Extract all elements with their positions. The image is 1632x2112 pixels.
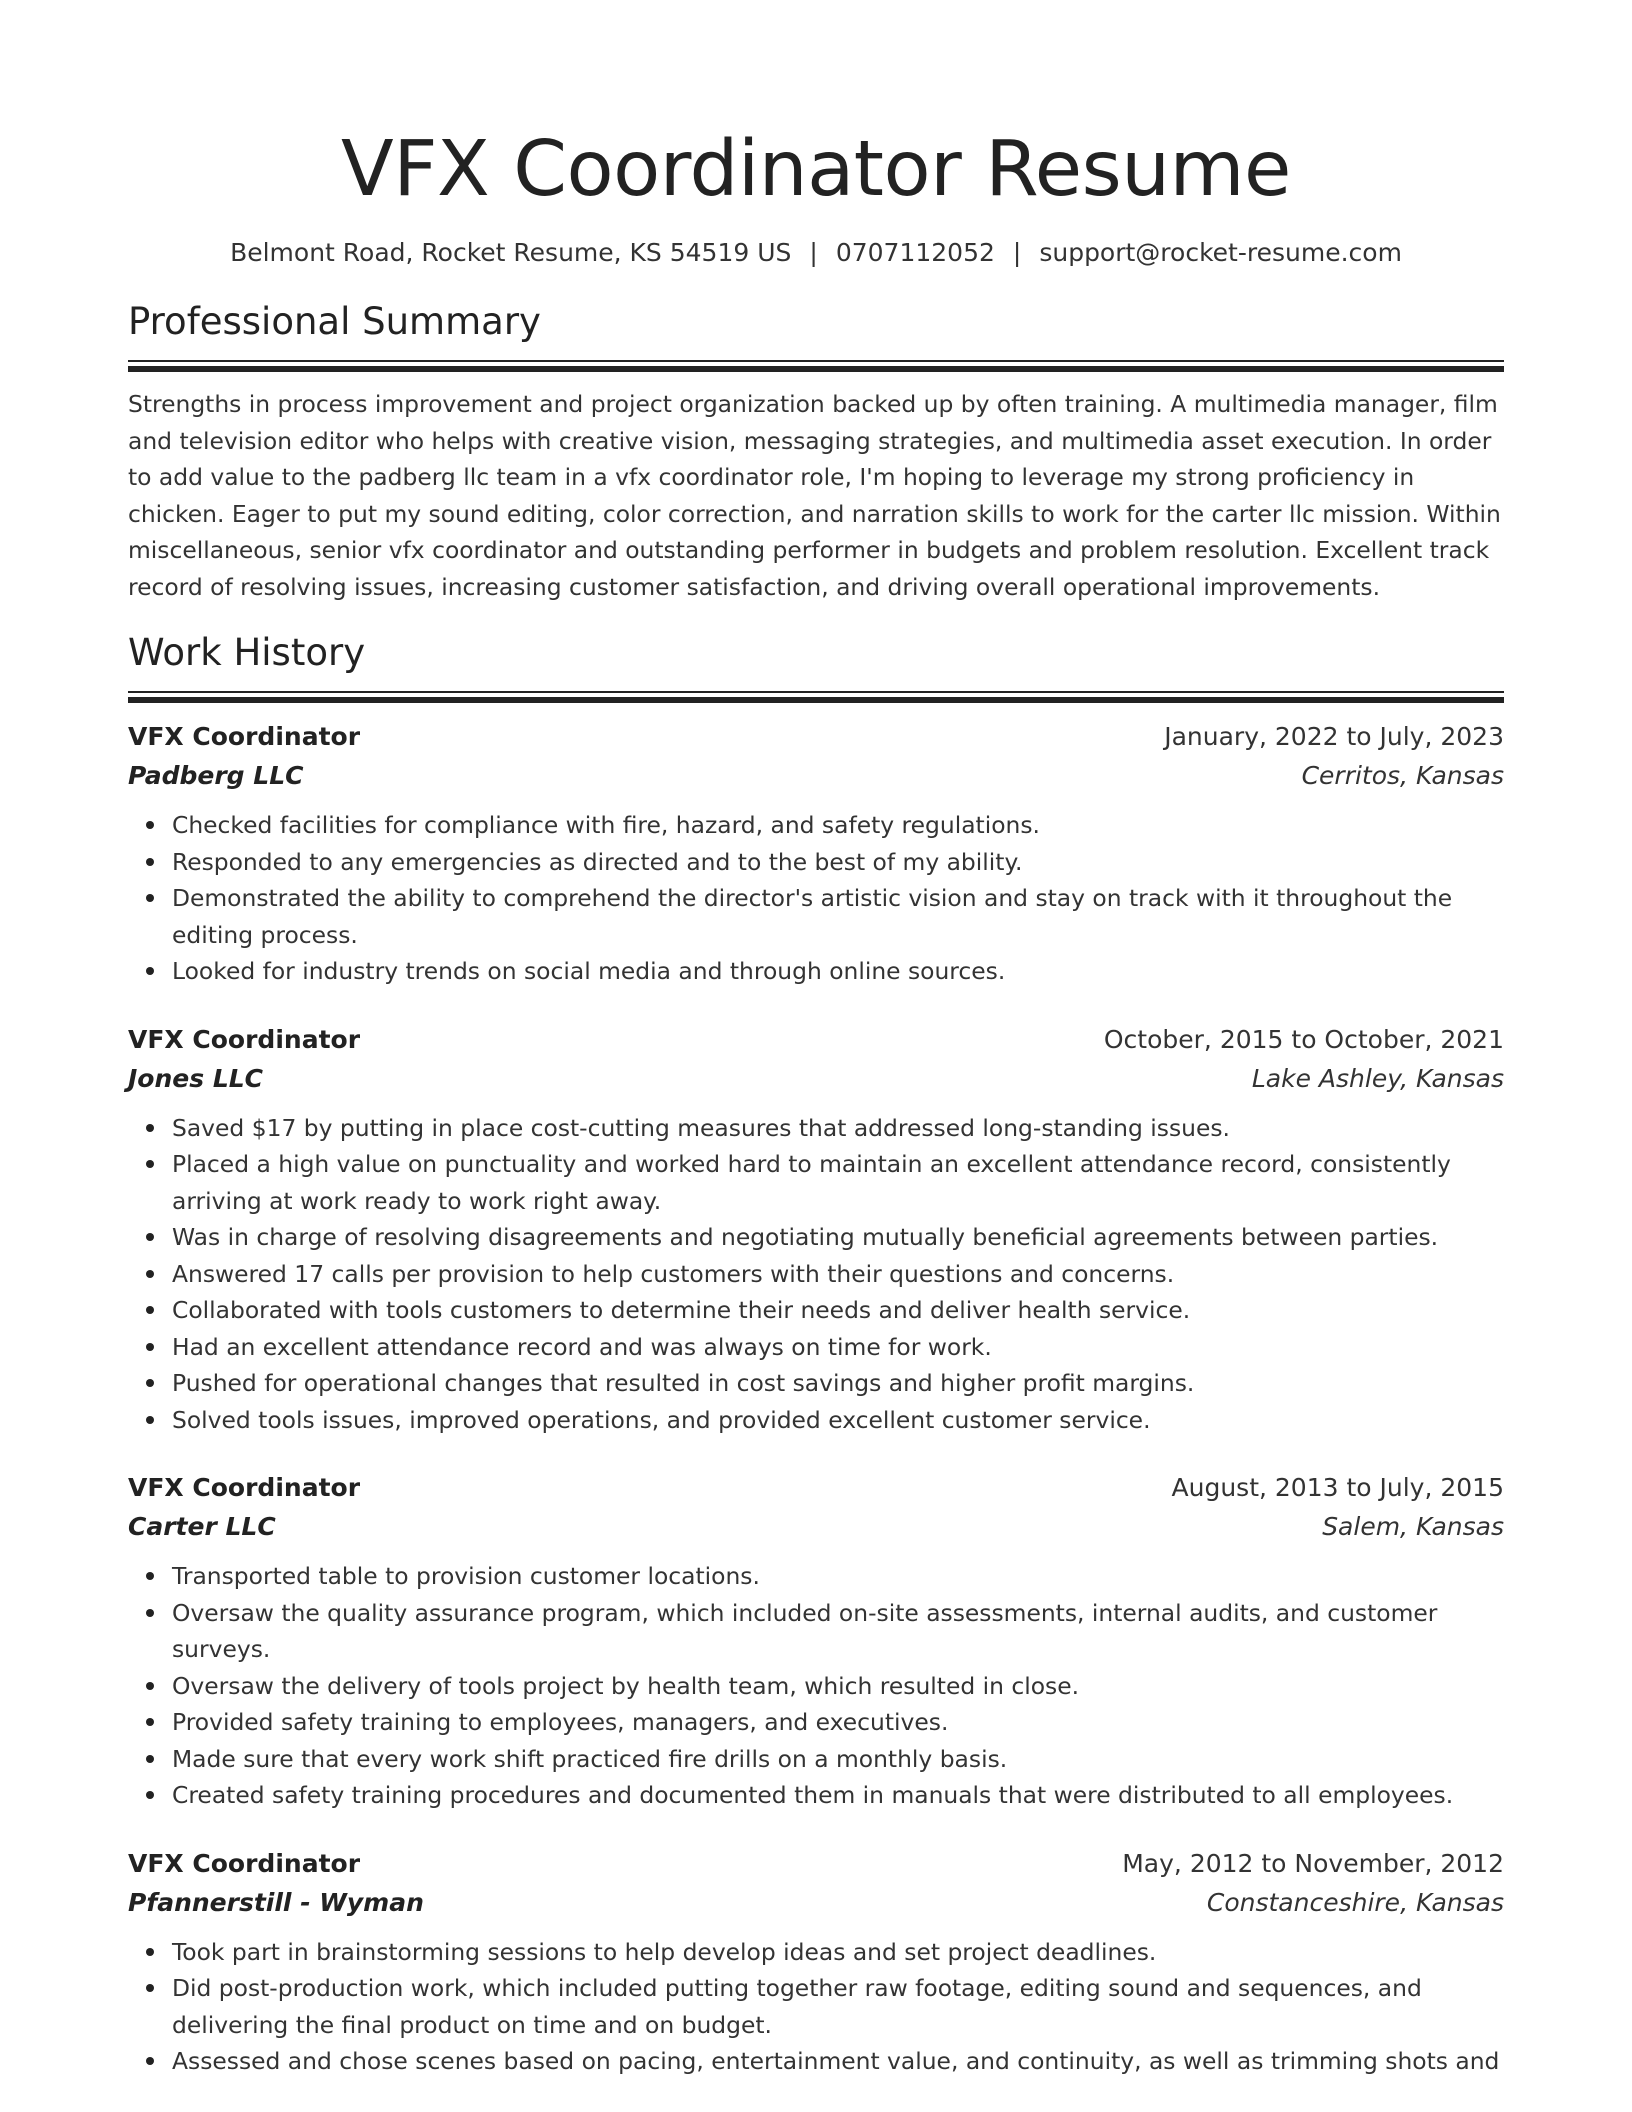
professional-summary-section <box>128 298 1504 605</box>
job-location: Salem, Kansas <box>1322 1512 1504 1541</box>
job-company-row <box>128 757 1504 795</box>
job-bullet: Had an excellent attendance record and was always on time for work. <box>172 1329 1504 1366</box>
job-bullet: Created safety training procedures and documented them in manuals that were distributed to all employees. <box>172 1777 1504 1814</box>
job-entry <box>128 1020 1504 1439</box>
job-entry <box>128 1844 1504 2080</box>
job-bullet-list <box>128 1558 1504 1814</box>
job-company-row <box>128 1508 1504 1546</box>
job-bullet: Took part in brainstorming sessions to help develop ideas and set project deadlines. <box>172 1934 1504 1971</box>
job-bullet: Checked facilities for compliance with fire, hazard, and safety regulations. <box>172 807 1504 844</box>
job-bullet: Transported table to provision customer locations. <box>172 1558 1504 1595</box>
job-dates: May, 2012 to November, 2012 <box>1122 1848 1504 1878</box>
job-bullet: Answered 17 calls per provision to help customers with their questions and concerns. <box>172 1256 1504 1293</box>
job-company-row <box>128 1060 1504 1098</box>
job-bullet: Demonstrated the ability to comprehend the director's artistic vision and stay on track with it throughout the editing process. <box>172 880 1504 953</box>
job-entry <box>128 717 1504 990</box>
job-bullet: Collaborated with tools customers to determine their needs and deliver health service. <box>172 1292 1504 1329</box>
job-company-row <box>128 1884 1504 1922</box>
job-location: Lake Ashley, Kansas <box>1251 1063 1504 1093</box>
contact-separator: | <box>809 238 818 267</box>
section-divider <box>128 691 1504 703</box>
resume-title: VFX Coordinator Resume <box>341 125 1291 214</box>
job-bullet: Pushed for operational changes that resulted in cost savings and higher profit margins. <box>172 1365 1504 1402</box>
contact-address: Belmont Road, Rocket Resume, KS 54519 US <box>230 238 792 267</box>
job-bullet: Was in charge of resolving disagreements and negotiating mutually beneficial agreements between parties. <box>172 1219 1504 1256</box>
job-company: Jones LLC <box>128 1063 264 1093</box>
section-title-work: Work History <box>128 631 366 674</box>
job-title: VFX Coordinator <box>128 722 361 751</box>
section-title-summary: Professional Summary <box>128 300 541 343</box>
resume-page <box>128 0 1504 2080</box>
job-bullet: Oversaw the delivery of tools project by health team, which resulted in close. <box>172 1668 1504 1705</box>
job-company: Pfannerstill - Wyman <box>128 1887 424 1917</box>
job-bullet: Made sure that every work shift practiced fire drills on a monthly basis. <box>172 1741 1504 1778</box>
job-header-row <box>128 717 1504 757</box>
contact-separator: | <box>1012 238 1022 267</box>
job-list <box>128 717 1504 2080</box>
job-bullet: Saved $17 by putting in place cost-cutting measures that addressed long-standing issues. <box>172 1110 1504 1147</box>
job-bullet: Did post-production work, which included putting together raw footage, editing sound and sequences, and delivering the final product on time and on budget. <box>172 1970 1504 2043</box>
job-bullet-list <box>128 1934 1504 2080</box>
job-company: Carter LLC <box>128 1512 276 1541</box>
job-header-row <box>128 1468 1504 1508</box>
summary-text: Strengths in process improvement and project organization backed up by often training. A multimedia manager, film and television editor who helps with creative vision, messaging strategies, and multimedia asset execution. In order to add value to the padberg llc team in a vfx coordinator role, I'm hoping to leverage my strong proficiency in chicken. Eager to put my sound editing, color correction, and narration skills to work for the carter llc mission. Within miscellaneous, senior vfx coordinator and outstanding performer in budgets and problem resolution. Excellent track record of resolving issues, increasing customer satisfaction, and driving overall operational improvements. <box>128 390 1501 601</box>
section-divider <box>128 360 1504 372</box>
job-bullet: Placed a high value on punctuality and worked hard to maintain an excellent attendance record, consistently arriving at work ready to work right away. <box>172 1146 1504 1219</box>
contact-line <box>128 236 1504 270</box>
job-bullet: Assessed and chose scenes based on pacing, entertainment value, and continuity, as well as trimming shots and <box>172 2043 1504 2080</box>
job-title: VFX Coordinator <box>128 1024 361 1054</box>
job-header-row <box>128 1844 1504 1884</box>
job-title: VFX Coordinator <box>128 1473 361 1502</box>
job-entry <box>128 1468 1504 1814</box>
job-dates: August, 2013 to July, 2015 <box>1171 1473 1504 1502</box>
job-location: Cerritos, Kansas <box>1301 761 1504 790</box>
job-dates: January, 2022 to July, 2023 <box>1164 722 1504 751</box>
job-bullet-list <box>128 807 1504 990</box>
job-title: VFX Coordinator <box>128 1848 361 1878</box>
job-bullet: Looked for industry trends on social media and through online sources. <box>172 953 1504 990</box>
job-bullet-list <box>128 1110 1504 1439</box>
job-bullet: Responded to any emergencies as directed and to the best of my ability. <box>172 844 1504 881</box>
job-bullet: Provided safety training to employees, managers, and executives. <box>172 1704 1504 1741</box>
job-header-row <box>128 1020 1504 1060</box>
job-company: Padberg LLC <box>128 761 304 790</box>
work-history-section <box>128 629 1504 2080</box>
contact-phone: 0707112052 <box>835 238 995 267</box>
job-bullet: Oversaw the quality assurance program, which included on-site assessments, internal audits, and customer surveys. <box>172 1595 1504 1668</box>
job-dates: October, 2015 to October, 2021 <box>1103 1024 1504 1054</box>
job-bullet: Solved tools issues, improved operations, and provided excellent customer service. <box>172 1402 1504 1439</box>
contact-email: support@rocket-resume.com <box>1039 238 1402 267</box>
job-location: Constanceshire, Kansas <box>1206 1887 1504 1917</box>
